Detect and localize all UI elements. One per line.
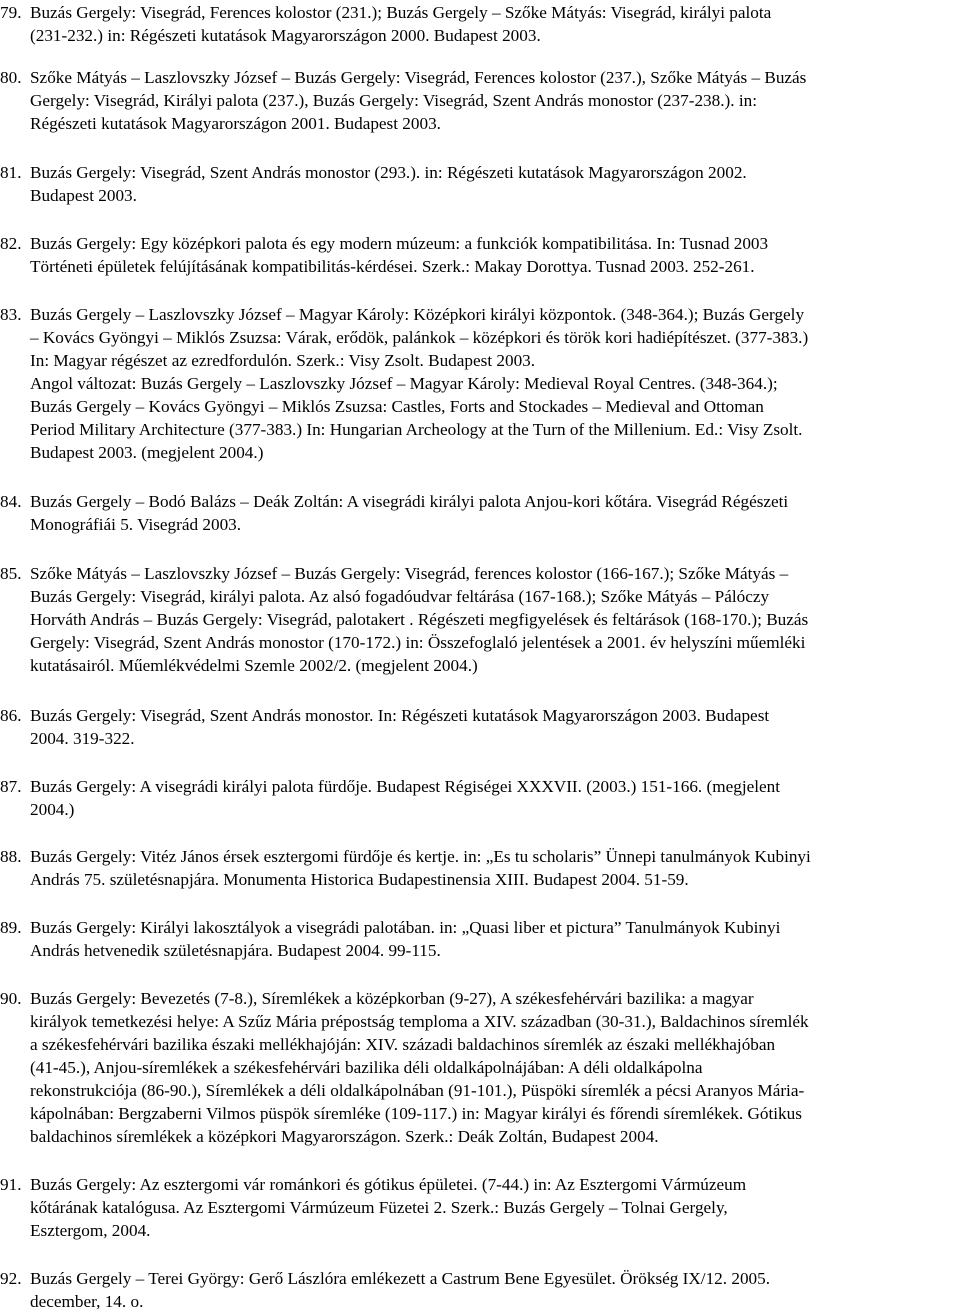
entry-text-line: Buzás Gergely: Visegrád, Szent András monostor. In: Régészeti kutatások Magyarországon 2003. Budapest bbox=[30, 706, 770, 725]
entry-text-line: Szőke Mátyás – Laszlovszky József – Buzás Gergely: Visegrád, ferences kolostor (166-167.); Szőke Mátyás – bbox=[30, 564, 789, 583]
entry-text-line: Buzás Gergely: Királyi lakosztályok a visegrádi palotában. in: „Quasi liber et pictura” Tanulmányok Kubinyi bbox=[30, 918, 781, 937]
entry-text-line: Buzás Gergely: Visegrád, királyi palota. Az alsó fogadóudvar feltárása (167-168.); Szőke Mátyás – Pálóczy bbox=[30, 587, 770, 606]
entry-text-line: Buzás Gergely – Laszlovszky József – Magyar Károly: Középkori királyi központok. (348-364.); Buzás Gergely bbox=[30, 305, 805, 324]
entry-number: 80. bbox=[0, 68, 22, 87]
entry-text-line: András hetvenedik születésnapjára. Budapest 2004. 99-115. bbox=[30, 941, 441, 960]
entry-number: 91. bbox=[0, 1175, 22, 1194]
entry-text-line: András 75. születésnapjára. Monumenta Historica Budapestinensia XIII. Budapest 2004. 51-59. bbox=[30, 870, 689, 889]
entry-text-line: a székesfehérvári bazilika északi mellékhajóján: XIV. századi baldachinos síremlék az északi mellékhajóban bbox=[30, 1035, 776, 1054]
entry-text-line: 2004.) bbox=[30, 800, 75, 819]
entry-text-line: Horváth András – Buzás Gergely: Visegrád, palotakert . Régészeti megfigyelések és feltárások (168-170.); Buzás bbox=[30, 610, 809, 629]
entry-text-line: (231-232.) in: Régészeti kutatások Magyarországon 2000. Budapest 2003. bbox=[30, 26, 541, 45]
entry-text-line: Buzás Gergely – Terei György: Gerő Lászlóra emlékezett a Castrum Bene Egyesület. Örökség IX/12. 2005. bbox=[30, 1269, 771, 1288]
entry-number: 86. bbox=[0, 706, 22, 725]
entry-text-line: (41-45.), Anjou-síremlékek a székesfehérvári bazilika déli oldalkápolnájában: A déli oldalkápolna bbox=[30, 1058, 703, 1077]
entry-text-line: Buzás Gergely: Vitéz János érsek esztergomi fürdője és kertje. in: „Es tu scholaris” Ünnepi tanulmányok Kubinyi bbox=[30, 847, 811, 866]
entry-text-line: Period Military Architecture (377-383.) In: Hungarian Archeology at the Turn of the Millenium. Ed.: Visy Zsolt. bbox=[30, 420, 803, 439]
entry-number: 89. bbox=[0, 918, 22, 937]
entry-text-line: baldachinos síremlékek a középkori Magyarországon. Szerk.: Deák Zoltán, Budapest 2004. bbox=[30, 1127, 659, 1146]
entry-number: 83. bbox=[0, 305, 22, 324]
entry-text-line: Régészeti kutatások Magyarországon 2001. Budapest 2003. bbox=[30, 114, 441, 133]
entry-number: 84. bbox=[0, 492, 22, 511]
entry-text-line: – Kovács Gyöngyi – Miklós Zsuzsa: Várak, erődök, palánkok – középkori és török kori hadiépítészet. (377-383.) bbox=[30, 328, 809, 347]
entry-text-line: Buzás Gergely – Bodó Balázs – Deák Zoltán: A visegrádi királyi palota Anjou-kori kőtára. Visegrád Régészeti bbox=[30, 492, 789, 511]
entry-text-line: Buzás Gergely: A visegrádi királyi palota fürdője. Budapest Régiségei XXXVII. (2003.) 151-166. (megjelent bbox=[30, 777, 781, 796]
entry-number: 90. bbox=[0, 989, 22, 1008]
entry-number: 88. bbox=[0, 847, 22, 866]
entry-text-line: Gergely: Visegrád, Királyi palota (237.), Buzás Gergely: Visegrád, Szent András monostor (237-238.). in: bbox=[30, 91, 757, 110]
entry-text-line: kőtárának katalógusa. Az Esztergomi Vármúzeum Füzetei 2. Szerk.: Buzás Gergely – Tolnai Gergely, bbox=[30, 1198, 728, 1217]
entry-text-line: Gergely: Visegrád, Szent András monostor (170-172.) in: Összefoglaló jelentések a 2001. év helyszíni műemléki bbox=[30, 633, 806, 652]
entry-number: 92. bbox=[0, 1269, 22, 1288]
entry-text-line: Buzás Gergely: Bevezetés (7-8.), Síremlékek a középkorban (9-27), A székesfehérvári bazilika: a magyar bbox=[30, 989, 754, 1008]
entry-text-line: Történeti épületek felújításának kompatibilitás-kérdései. Szerk.: Makay Dorottya. Tusnad 2003. 252-261. bbox=[30, 257, 755, 276]
entry-text-line: In: Magyar régészet az ezredfordulón. Szerk.: Visy Zsolt. Budapest 2003. bbox=[30, 351, 536, 370]
entry-text-line: kápolnában: Bergzaberni Vilmos püspök síremléke (109-117.) in: Magyar királyi és főrendi síremlékek. Gótikus bbox=[30, 1104, 802, 1123]
entry-text-line: királyok temetkezési helye: A Szűz Mária prépostság temploma a XIV. században (30-31.), Baldachinos síremlék bbox=[30, 1012, 809, 1031]
entry-text-line: Buzás Gergely: Egy középkori palota és egy modern múzeum: a funkciók kompatibilitása. In: Tusnad 2003 bbox=[30, 234, 769, 253]
entry-number: 87. bbox=[0, 777, 22, 796]
entry-text-line: december, 14. o. bbox=[30, 1292, 144, 1311]
entry-text-line: Monográfiái 5. Visegrád 2003. bbox=[30, 515, 242, 534]
entry-text-line: 2004. 319-322. bbox=[30, 729, 135, 748]
entry-text-line: Buzás Gergely: Az esztergomi vár románkori és gótikus épületei. (7-44.) in: Az Esztergomi Vármúzeum bbox=[30, 1175, 747, 1194]
entry-text-line: kutatásairól. Műemlékvédelmi Szemle 2002/2. (megjelent 2004.) bbox=[30, 656, 478, 675]
entry-text-line: Buzás Gergely – Kovács Gyöngyi – Miklós Zsuzsa: Castles, Forts and Stockades – Medieval and Ottoman bbox=[30, 397, 764, 416]
entry-text-line: Szőke Mátyás – Laszlovszky József – Buzás Gergely: Visegrád, Ferences kolostor (237.), Szőke Mátyás – Buzás bbox=[30, 68, 807, 87]
entry-text-line: Angol változat: Buzás Gergely – Laszlovszky József – Magyar Károly: Medieval Royal Centres. (348-364.); bbox=[30, 374, 778, 393]
entry-number: 85. bbox=[0, 564, 22, 583]
entry-text-line: Budapest 2003. (megjelent 2004.) bbox=[30, 443, 264, 462]
entry-text-line: rekonstrukciója (86-90.), Síremlékek a déli oldalkápolnában (91-101.), Püspöki síremlék a pécsi Aranyos Mária- bbox=[30, 1081, 805, 1100]
entry-text-line: Buzás Gergely: Visegrád, Ferences kolostor (231.); Buzás Gergely – Szőke Mátyás: Visegrád, királyi palota bbox=[30, 3, 772, 22]
entry-number: 81. bbox=[0, 163, 22, 182]
entry-number: 82. bbox=[0, 234, 22, 253]
entry-text-line: Buzás Gergely: Visegrád, Szent András monostor (293.). in: Régészeti kutatások Magyarországon 2002. bbox=[30, 163, 747, 182]
entry-text-line: Budapest 2003. bbox=[30, 186, 137, 205]
entry-text-line: Esztergom, 2004. bbox=[30, 1221, 151, 1240]
entry-number: 79. bbox=[0, 3, 22, 22]
